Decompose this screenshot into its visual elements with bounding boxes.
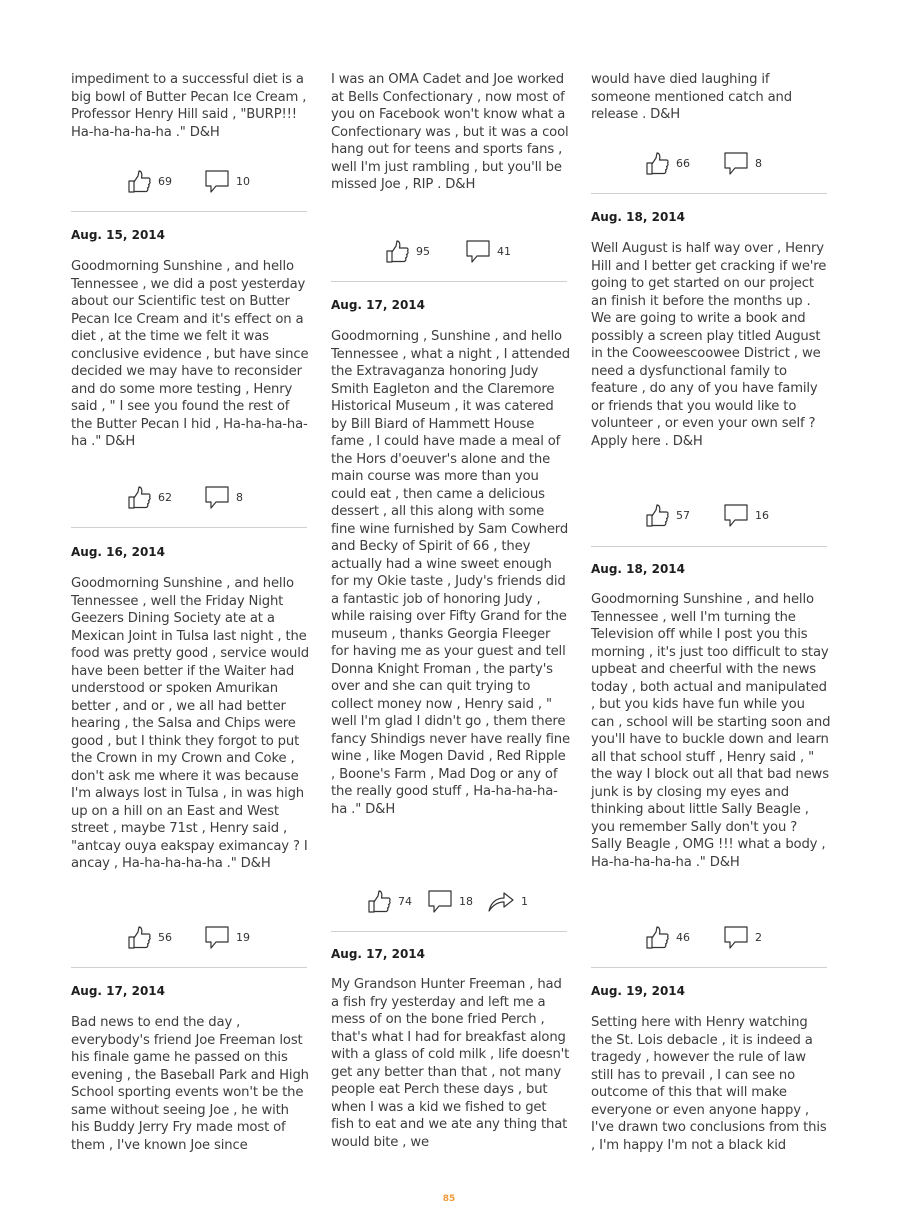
- page-number: 85: [442, 1194, 456, 1204]
- post-stats: [591, 148, 827, 178]
- thumbs-up-icon: [645, 151, 670, 176]
- post-divider: [71, 967, 307, 968]
- post-text: Well August is half way over , Henry Hill and I better get cracking if we're going to get started on our project an finish it before the months up . We are going to write a book and possibly a screen play titled August in the Cooweescoowee District , we need a dysfunctional family to feature , do any of you have family or friends that you would like to volunteer , or even your own self ? Apply here . D&H: [591, 241, 827, 449]
- thumbs-up-icon: [127, 925, 152, 950]
- like-stat[interactable]: [127, 166, 172, 196]
- comment-stat[interactable]: [427, 886, 473, 916]
- post-divider: [591, 546, 827, 547]
- post-stats: [331, 236, 567, 266]
- post-text: Bad news to end the day , everybody's friend Joe Freeman lost his finale game he passed on this evening , the Baseball Park and High School sporting events won't be the same without seeing Joe , he with his Buddy Jerry Fry made most of them , I've known Joe since: [71, 1015, 309, 1153]
- like-stat[interactable]: [645, 500, 690, 530]
- share-arrow-icon: [487, 889, 515, 914]
- thumbs-up-icon: [645, 925, 670, 950]
- like-stat[interactable]: [385, 236, 430, 266]
- share-count: 1: [521, 894, 528, 908]
- post-divider: [331, 281, 567, 282]
- thumbs-up-icon: [385, 239, 410, 264]
- comment-count: 10: [236, 174, 250, 188]
- comment-count: 41: [497, 244, 511, 258]
- comment-stat[interactable]: [204, 166, 250, 196]
- post-divider: [71, 527, 307, 528]
- like-count: 46: [676, 930, 690, 944]
- comment-icon: [204, 925, 230, 950]
- comment-stat[interactable]: [204, 482, 243, 512]
- post-date: Aug. 17, 2014: [331, 947, 425, 961]
- post-date: Aug. 15, 2014: [71, 228, 165, 242]
- comment-icon: [465, 239, 491, 264]
- comment-count: 16: [755, 508, 769, 522]
- comment-icon: [427, 889, 453, 914]
- like-count: 69: [158, 174, 172, 188]
- post-text: I was an OMA Cadet and Joe worked at Bells Confectionary , now most of you on Facebook won't know what a Confectionary was , but it was a cool hang out for teens and sports fans , well I'm just rambling , but you'll be missed Joe , RIP . D&H: [331, 72, 569, 192]
- post-text: Goodmorning Sunshine , and hello Tennessee , well the Friday Night Geezers Dining Society ate at a Mexican Joint in Tulsa last night , the food was pretty good , service would have been better if the Waiter had understood or spoken Amurikan better , and or , we all had better hearing , the Salsa and Chips were good , but I think they forgot to put the Crown in my Crown and Coke , don't ask me where it was because I'm always lost in Tulsa , in was high up on a hill on an East and West street , maybe 71st , Henry said , "antcay ouya eakspay eximancay ? I ancay , Ha-ha-ha-ha-ha ." D&H: [71, 576, 309, 871]
- post-text: My Grandson Hunter Freeman , had a fish fry yesterday and left me a mess of on the bone fried Perch , that's what I had for breakfast along with a glass of cold milk , life doesn't get any better than that , not many people eat Perch these days , but when I was a kid we fished to get fish to eat and we ate any thing that would bite , we: [331, 977, 570, 1150]
- comment-count: 18: [459, 894, 473, 908]
- like-stat[interactable]: [645, 922, 690, 952]
- like-count: 57: [676, 508, 690, 522]
- post-date: Aug. 18, 2014: [591, 562, 685, 576]
- comment-stat[interactable]: [723, 922, 762, 952]
- thumbs-up-icon: [645, 503, 670, 528]
- like-stat[interactable]: [127, 482, 172, 512]
- post-text: Goodmorning , Sunshine , and hello Tennessee , what a night , I attended the Extravaganza honoring Judy Smith Eagleton and the Claremore Historical Museum , it was catered by Bill Biard of Hammett House fame , I could have made a meal of the Hors d'oeuver's alone and the main course was more than you could eat , then came a delicious dessert , all this along with some fine wine furnished by Sam Cowherd and Becky of Spirit of 66 , they actually had a wine sweet enough for my Okie taste , Judy's friends did a fantastic job of honoring Judy , while raising over Fifty Grand for the museum , thanks Georgia Fleeger for having me as your guest and tell Donna Knight Froman , the party's over and she can quit trying to collect money now , Henry said , " well I'm glad I didn't go , them there fancy Shindigs never have really fine wine , like Mogen David , Red Ripple , Boone's Farm , Mad Dog or any of the really good stuff , Ha-ha-ha-ha-ha ." D&H: [331, 329, 570, 817]
- post-stats: [591, 922, 827, 952]
- post-date: Aug. 19, 2014: [591, 984, 685, 998]
- thumbs-up-icon: [127, 485, 152, 510]
- like-stat[interactable]: [367, 886, 412, 916]
- post-date: Aug. 17, 2014: [331, 298, 425, 312]
- like-stat[interactable]: [645, 148, 690, 178]
- post-text: Goodmorning Sunshine , and hello Tennessee , we did a post yesterday about our Scientific test on Butter Pecan Ice Cream and it's effect on a diet , at the time we felt it was conclusive evidence , but have since decided we may have to reconsider and do some more testing , Henry said , " I see you found the rest of the Butter Pecan I hid , Ha-ha-ha-ha-ha ." D&H: [71, 259, 309, 449]
- post-text: Setting here with Henry watching the St. Lois debacle , it is indeed a tragedy , however the rule of law still has to prevail , I can see no outcome of this that will make everyone or even anyone happy , I've drawn two conclusions from this , I'm happy I'm not a black kid: [591, 1015, 827, 1153]
- thumbs-up-icon: [127, 169, 152, 194]
- comment-icon: [723, 503, 749, 528]
- post-divider: [591, 193, 827, 194]
- post-divider: [71, 211, 307, 212]
- share-stat[interactable]: [487, 886, 528, 916]
- comment-stat[interactable]: [723, 148, 762, 178]
- like-count: 74: [398, 894, 412, 908]
- comment-count: 8: [236, 490, 243, 504]
- post-stats: [71, 166, 307, 196]
- post-text: Goodmorning Sunshine , and hello Tennessee , well I'm turning the Television off while I post you this morning , it's just too difficult to stay upbeat and cheerful with the news today , both actual and manipulated , but you kids have fun while you can , school will be starting soon and you'll have to buckle down and learn all that school stuff , Henry said , " the way I block out all that bad news junk is by closing my eyes and thinking about little Sally Beagle , you remember Sally don't you ? Sally Beagle , OMG !!! what a body , Ha-ha-ha-ha-ha ." D&H: [591, 592, 831, 870]
- comment-stat[interactable]: [204, 922, 250, 952]
- comment-stat[interactable]: [465, 236, 511, 266]
- comment-icon: [723, 151, 749, 176]
- post-divider: [331, 931, 567, 932]
- post-date: Aug. 17, 2014: [71, 984, 165, 998]
- comment-count: 2: [755, 930, 762, 944]
- like-count: 66: [676, 156, 690, 170]
- post-stats: [331, 886, 567, 916]
- post-text: impediment to a successful diet is a big bowl of Butter Pecan Ice Cream , Professor Henry Hill said , "BURP!!! Ha-ha-ha-ha-ha ." D&H: [71, 72, 307, 140]
- post-stats: [71, 482, 307, 512]
- post-date: Aug. 18, 2014: [591, 210, 685, 224]
- thumbs-up-icon: [367, 889, 392, 914]
- comment-icon: [204, 485, 230, 510]
- comment-count: 8: [755, 156, 762, 170]
- post-divider: [591, 967, 827, 968]
- post-stats: [71, 922, 307, 952]
- post-stats: [591, 500, 827, 530]
- like-stat[interactable]: [127, 922, 172, 952]
- comment-count: 19: [236, 930, 250, 944]
- like-count: 62: [158, 490, 172, 504]
- comment-stat[interactable]: [723, 500, 769, 530]
- like-count: 56: [158, 930, 172, 944]
- comment-icon: [204, 169, 230, 194]
- post-text: would have died laughing if someone mentioned catch and release . D&H: [591, 72, 792, 122]
- post-date: Aug. 16, 2014: [71, 545, 165, 559]
- like-count: 95: [416, 244, 430, 258]
- comment-icon: [723, 925, 749, 950]
